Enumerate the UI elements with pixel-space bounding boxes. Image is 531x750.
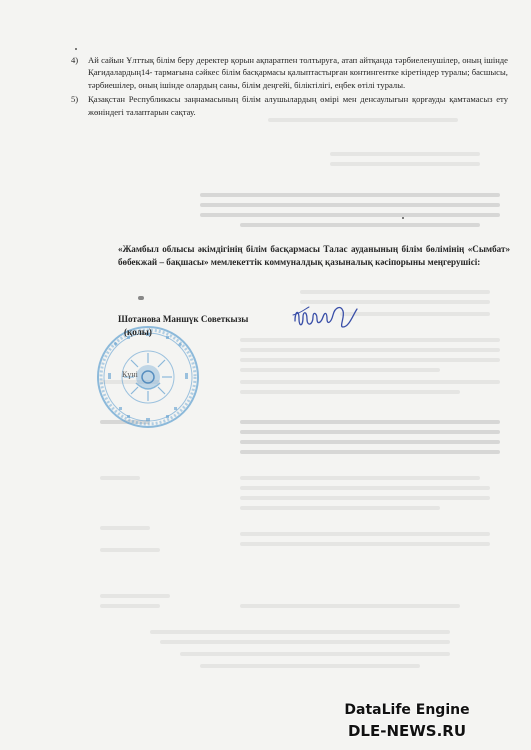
speck [75, 48, 77, 50]
watermark-line-2: DLE-NEWS.RU [347, 722, 467, 740]
list-item-text: Қазақстан Республикасы заңнамасының білім алушылардың өмірі мен денсаулығын қорғауды қамтамасыз ету жөніндегі талаптарын сақтау. [88, 94, 508, 117]
speck [138, 296, 144, 300]
requirements-list [71, 54, 508, 120]
handwritten-signature [291, 303, 363, 335]
signatory-organization: «Жамбыл облысы әкімдігінің білім басқармасы Талас ауданының білім бөлімінің «Сымбат» бөбекжай – бақшасы» мемлекеттік коммуналдық қазыналық кәсіпорыны меңгерушісі: [118, 244, 510, 267]
list-item-text: тәрбиешілер, оның ішінде олардың саны, білім деңгейі, біліктілігі, еңбек өтілі туралы. [88, 79, 406, 90]
list-item-text: Ай сайын Ұлттық білім беру деректер қорын ақпаратпен толтыруға, атап айтқанда тәрбиеленушілер, оның ішінде Қағидалардың14- тармағына сәйкес білім басқармасы қалыптастырған контингентке кіретіндер туралы; басшысы, [88, 55, 508, 78]
official-seal-icon [94, 323, 202, 431]
signature-label: (қолы) [124, 327, 152, 337]
list-item-number: 5) [71, 94, 79, 105]
speck [402, 217, 404, 219]
signatory-name: Шотанова Маншүк Советкызы [118, 314, 249, 324]
date-label: Күні [122, 370, 138, 379]
watermark-line-1: DataLife Engine [344, 702, 470, 718]
list-item-5 [71, 93, 508, 118]
list-item-number: 4) [71, 55, 79, 65]
list-item-4 [71, 54, 508, 91]
